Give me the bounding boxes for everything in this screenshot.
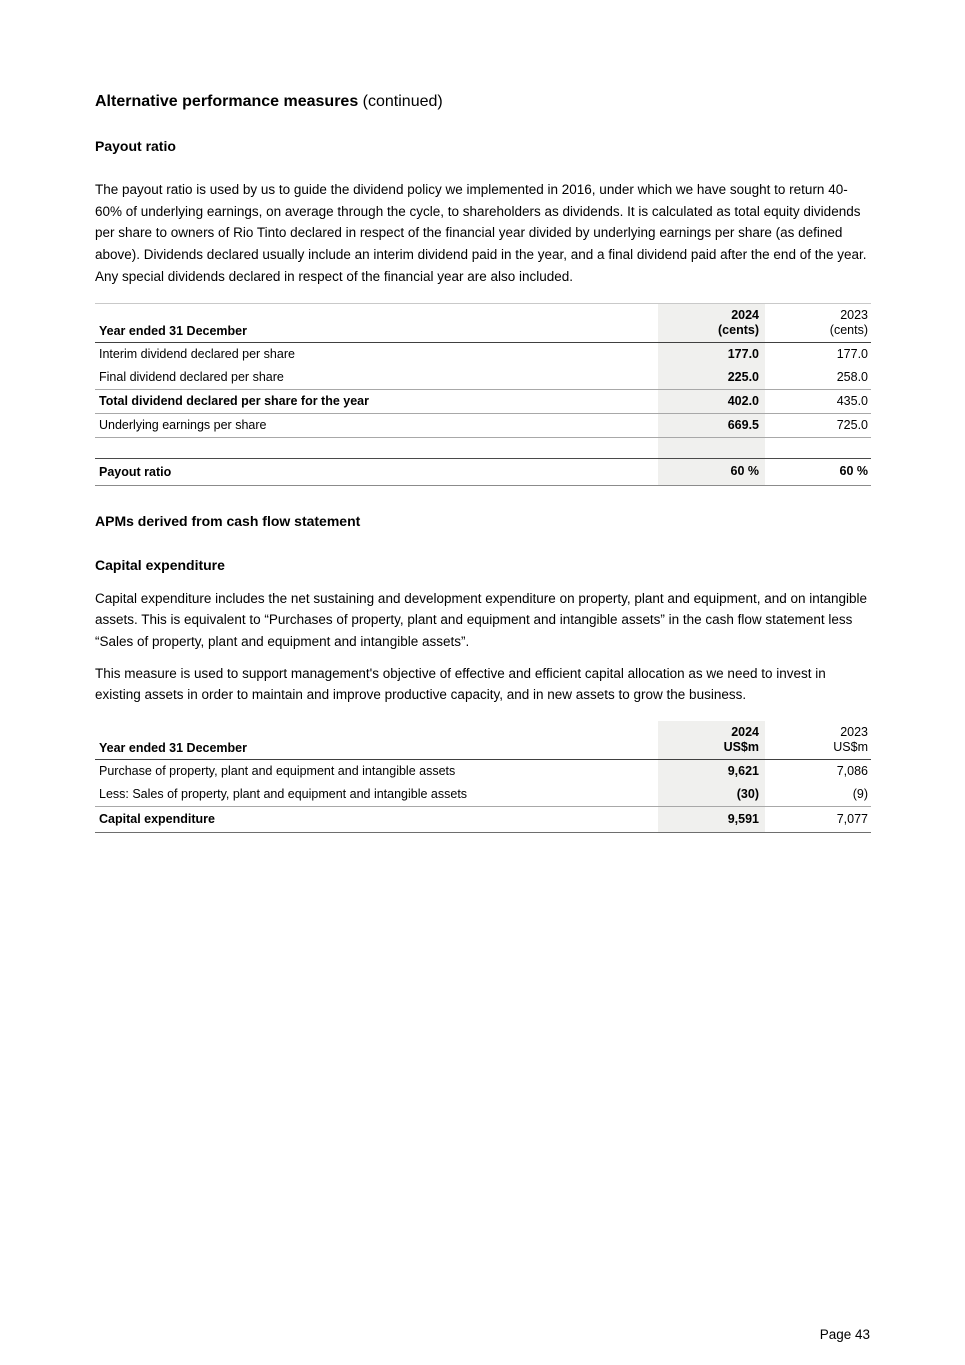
table-header-2024 [658,303,765,342]
row-value-2024: 177.0 [658,342,765,366]
header-year-2023: 2023 [840,725,868,740]
table-row-less-sales-ppe [95,783,871,807]
row-value-2023: 7,077 [765,807,871,833]
table-row-interim-dividend [95,342,871,366]
table-header-2023 [765,303,871,342]
payout-ratio-heading: Payout ratio [95,138,176,154]
header-unit-2024: US$m [723,740,759,755]
row-value-2024: 669.5 [658,413,765,437]
row-value-2024: 225.0 [658,366,765,390]
header-year-2024: 2024 [731,307,759,322]
table-row-total-dividend [95,389,871,413]
table-header-2023 [765,721,871,760]
row-label: Underlying earnings per share [95,413,658,437]
page-title [95,92,871,111]
row-value-2024: (30) [658,783,765,807]
payout-ratio-table [95,303,871,486]
table-row-payout-ratio [95,458,871,485]
table-spacer-row [95,437,871,458]
table-header-row [95,721,871,760]
capital-expenditure-heading: Capital expenditure [95,556,225,573]
row-value-2023: 7,086 [836,764,868,779]
table-row-purchase-ppe [95,760,871,784]
row-value-2023: 435.0 [765,389,871,413]
header-unit-2024: (cents) [718,322,759,337]
table-row-final-dividend [95,366,871,390]
page-title-main: Alternative performance measures [95,93,359,110]
row-value-2024: 9,621 [658,760,765,784]
table-row-capital-expenditure [95,807,871,833]
row-value-2024: 60 % [658,458,765,485]
page-number: Page 43 [819,1327,870,1342]
header-unit-2023: US$m [833,740,868,755]
row-label: Less: Sales of property, plant and equipment and intangible assets [95,783,658,807]
header-year-2024: 2024 [731,725,759,740]
row-value-2024: 9,591 [658,807,765,833]
page-content [95,0,871,833]
table-header-label: Year ended 31 December [95,721,658,760]
row-label: Total dividend declared per share for the year [95,389,658,413]
capex-paragraph-1: Capital expenditure includes the net sustaining and development expenditure on property, plant and equipment, and on intangible assets. This is equivalent to “Purchases of property, plant and equipment and intangible assets” in the cash flow statement less “Sales of property, plant and equipment and intangible assets”. [95,590,868,649]
row-value-2023: 60 % [765,458,871,485]
table-row-underlying-eps [95,413,871,437]
table-header-2024 [658,721,765,760]
header-unit-2023: (cents) [829,322,868,337]
table-header-label: Year ended 31 December [95,303,658,342]
apms-cashflow-heading: APMs derived from cash flow statement [95,512,361,529]
row-label: Payout ratio [95,458,658,485]
row-value-2023: (9) [765,783,871,807]
row-value-2024: 402.0 [658,389,765,413]
header-year-2023: 2023 [840,307,868,322]
row-label: Interim dividend declared per share [99,346,295,361]
capex-paragraph-2: This measure is used to support management's objective of effective and efficient capital allocation as we need to invest in existing assets in order to maintain and improve productive capacity, and in new assets to grow the business. [95,665,826,703]
payout-ratio-paragraph: The payout ratio is used by us to guide the dividend policy we implemented in 2016, under which we have sought to return 40-60% of underlying earnings, on average through the cycle, to shareholders as dividends. It is calculated as total equity dividends per share to owners of Rio Tinto declared in respect of the financial year divided by underlying earnings per share (as defined above). Dividends declared usually include an interim dividend paid in the year, and a final dividend paid after the end of the year. Any special dividends declared in respect of the financial year are also included. [95,182,867,284]
row-label: Capital expenditure [95,807,658,833]
row-label: Purchase of property, plant and equipment and intangible assets [99,764,456,779]
table-header-row [95,303,871,342]
row-value-2023: 725.0 [765,413,871,437]
row-label: Final dividend declared per share [95,366,658,390]
page-title-suffix: (continued) [358,93,443,110]
capital-expenditure-table [95,721,871,833]
row-value-2023: 177.0 [836,346,868,361]
row-value-2023: 258.0 [765,366,871,390]
